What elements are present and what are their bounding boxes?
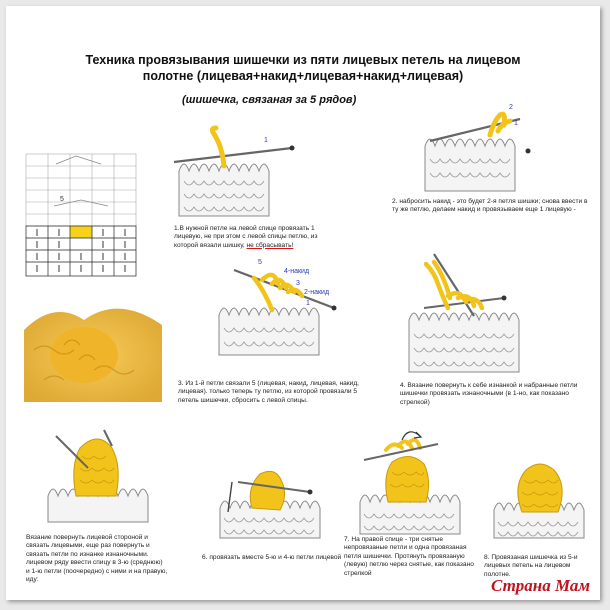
step-6-illustration	[218, 452, 326, 542]
step-2-caption: 2. набросить накид - это будет 2-я петля шишки; снова ввести в ту же петлю, делаем накид и провязываем еще 1 лицевую -	[392, 198, 588, 214]
step-7-illustration	[358, 426, 468, 538]
step-1-illustration	[174, 126, 294, 224]
step-3-illustration	[214, 260, 344, 360]
step-5-caption: Вязание повернуть лицевой стороной и связать лицевыми, еще раз повернуть и связать петли по изнанке изнаночными. лицевом ряду ввести спицу в 3-ю (среднюю) и 1-ю петли (поочередно) с ними и на правую, иду:	[26, 534, 168, 584]
step-3-label-3: 3	[296, 280, 300, 287]
watermark-logo: Страна Мам	[490, 576, 590, 595]
knitting-chart	[26, 154, 146, 282]
title-line-1: Техника провязывания шишечки из пяти лицевых петель на лицевом	[85, 53, 521, 67]
step-3-label-2: 2-накид	[304, 289, 330, 296]
step-2-label-2: 2	[509, 104, 513, 111]
step-1-caption	[174, 225, 342, 250]
step-8-illustration	[492, 452, 592, 542]
step-3-label-1: 1	[306, 300, 310, 307]
diagram-subtitle: (шишечка, связаная за 5 рядов)	[182, 94, 357, 106]
diagram-title	[6, 52, 600, 84]
step-1-caption-emphasis: не сбрасывать!	[246, 241, 294, 249]
chart-row-label: 5	[60, 196, 64, 203]
step-4-caption: 4. Вязание повернуть к себе изнанкой и набранные петли шишечки провязать изнаночными (в 1-но, как показано стрелкой)	[400, 382, 578, 406]
step-1-caption-text: 1.В нужной петле на левой спице провязать 1 лицевую, не при этом с левой спицы петлю, из которой вязали шишку,	[174, 225, 318, 249]
step-1-label-1: 1	[264, 137, 268, 144]
diagram-sheet	[6, 6, 600, 600]
step-2-label-1: 1	[514, 120, 518, 127]
step-7-caption: 7. На правой спице - три снятые непровязаные петли и одна провязаная петля шишечки. Протянуть провязаную (левую) петлю через снятые, как показано стрелкой	[344, 536, 474, 577]
step-3-caption: 3. Из 1-й петли связали 5 (лицевая, накид, лицевая, накид, лицевая). только теперь ту петлю, из которой провязали 5 петель шишечки, сбросить с левой спицы.	[178, 380, 360, 404]
step-8-caption: 8. Провязаная шишечка из 5-и лицевых петель на лицевом полотне.	[484, 554, 578, 578]
step-4-illustration	[404, 250, 534, 376]
step-3-label-5: 5	[258, 259, 262, 266]
title-line-2: полотне (лицевая+накид+лицевая+накид+лицевая)	[142, 69, 464, 83]
bobble-photo	[24, 290, 162, 402]
step-6-caption: 6. провязать вместе 5-ю и 4-ю петли лицевой	[202, 554, 342, 561]
step-3-label-4: 4-накид	[284, 268, 310, 275]
step-5-illustration	[46, 426, 154, 526]
step-2-illustration	[420, 101, 540, 196]
